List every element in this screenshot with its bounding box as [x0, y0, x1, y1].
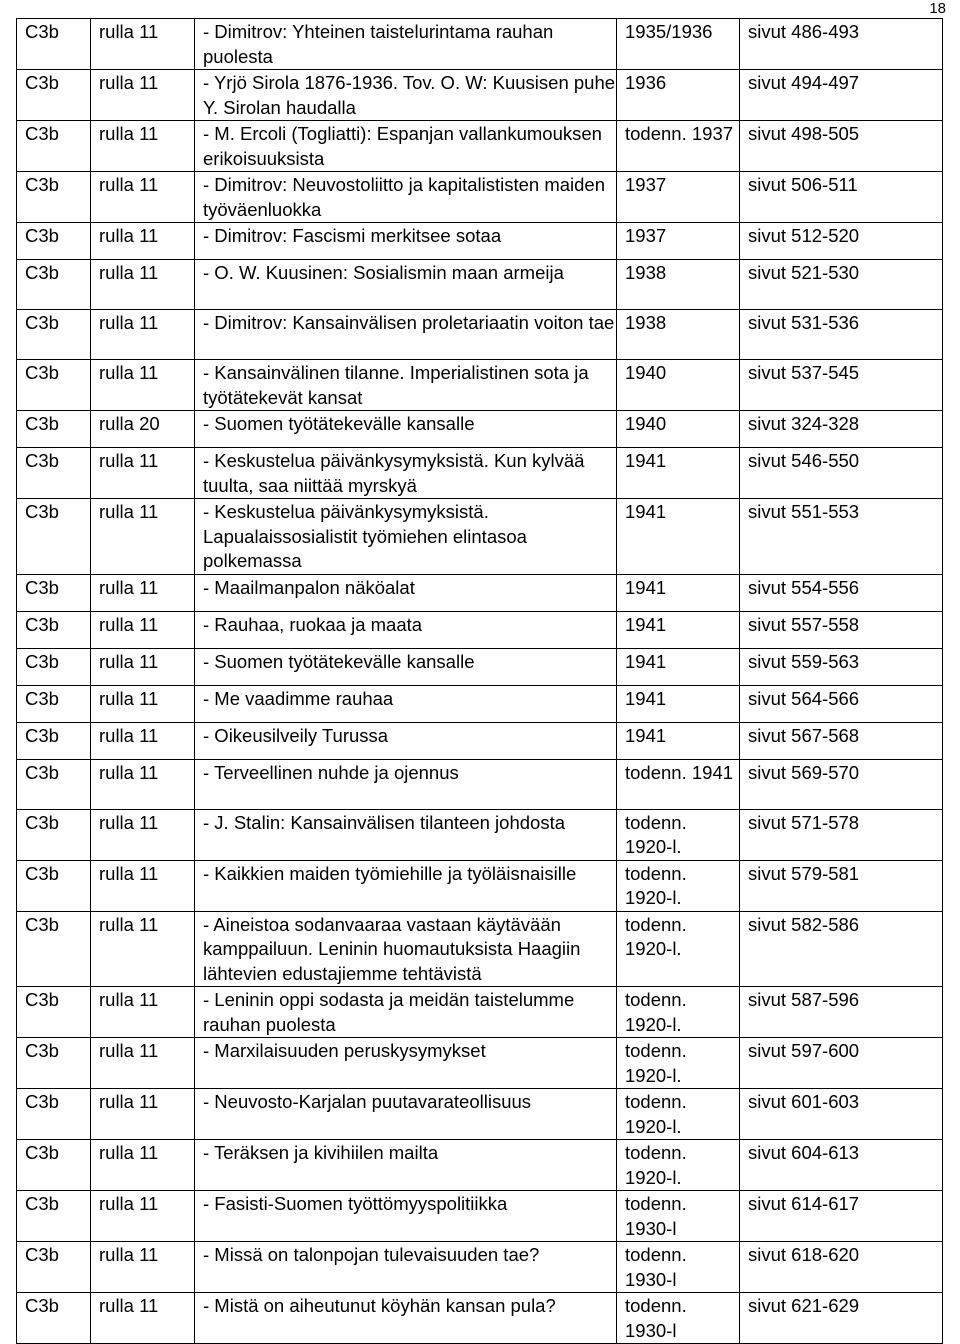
title-cell: - M. Ercoli (Togliatti): Espanjan vallankumouksen erikoisuuksista [195, 121, 617, 172]
reel-cell: rulla 11 [91, 448, 195, 499]
table-row [17, 19, 943, 70]
archive-code-cell: C3b [17, 809, 91, 860]
reel-cell: rulla 11 [91, 1191, 195, 1242]
pages-cell: sivut 531-536 [740, 310, 943, 360]
title-cell: - Dimitrov: Neuvostoliitto ja kapitalististen maiden työväenluokka [195, 172, 617, 223]
year-cell: 1941 [617, 448, 740, 499]
year-cell: todenn. 1920-l. [617, 1038, 740, 1089]
archive-code-cell: C3b [17, 223, 91, 260]
archive-code-cell: C3b [17, 759, 91, 809]
title-cell: - Terveellinen nuhde ja ojennus [195, 759, 617, 809]
catalog-body [17, 19, 943, 1344]
table-row [17, 611, 943, 648]
reel-cell: rulla 11 [91, 759, 195, 809]
archive-code-cell: C3b [17, 172, 91, 223]
archive-code-cell: C3b [17, 19, 91, 70]
pages-cell: sivut 587-596 [740, 987, 943, 1038]
archive-code-cell: C3b [17, 987, 91, 1038]
title-cell: - Oikeusilveily Turussa [195, 722, 617, 759]
archive-code-cell: C3b [17, 722, 91, 759]
title-cell: - Keskustelua päivänkysymyksistä. Kun kylvää tuulta, saa niittää myrskyä [195, 448, 617, 499]
pages-cell: sivut 559-563 [740, 648, 943, 685]
year-cell: todenn. 1941 [617, 759, 740, 809]
year-cell: todenn. 1937 [617, 121, 740, 172]
archive-code-cell: C3b [17, 1038, 91, 1089]
table-row [17, 499, 943, 575]
pages-cell: sivut 498-505 [740, 121, 943, 172]
pages-cell: sivut 582-586 [740, 911, 943, 987]
reel-cell: rulla 11 [91, 310, 195, 360]
title-cell: - Keskustelua päivänkysymyksistä. Lapualaissosialistit työmiehen elintasoa polkemassa [195, 499, 617, 575]
table-row [17, 411, 943, 448]
archive-code-cell: C3b [17, 360, 91, 411]
title-cell: - Dimitrov: Fascismi merkitsee sotaa [195, 223, 617, 260]
title-cell: - J. Stalin: Kansainvälisen tilanteen johdosta [195, 809, 617, 860]
reel-cell: rulla 11 [91, 1242, 195, 1293]
title-cell: - Marxilaisuuden peruskysymykset [195, 1038, 617, 1089]
reel-cell: rulla 11 [91, 19, 195, 70]
archive-code-cell: C3b [17, 1293, 91, 1344]
pages-cell: sivut 324-328 [740, 411, 943, 448]
table-row [17, 860, 943, 911]
reel-cell: rulla 11 [91, 121, 195, 172]
year-cell: todenn. 1920-l. [617, 809, 740, 860]
pages-cell: sivut 546-550 [740, 448, 943, 499]
table-row [17, 172, 943, 223]
pages-cell: sivut 537-545 [740, 360, 943, 411]
pages-cell: sivut 564-566 [740, 685, 943, 722]
reel-cell: rulla 11 [91, 70, 195, 121]
reel-cell: rulla 11 [91, 172, 195, 223]
year-cell: 1936 [617, 70, 740, 121]
reel-cell: rulla 11 [91, 987, 195, 1038]
year-cell: todenn. 1930-l [617, 1191, 740, 1242]
reel-cell: rulla 11 [91, 809, 195, 860]
year-cell: todenn. 1920-l. [617, 1089, 740, 1140]
title-cell: - Dimitrov: Yhteinen taistelurintama rauhan puolesta [195, 19, 617, 70]
archive-code-cell: C3b [17, 1191, 91, 1242]
pages-cell: sivut 601-603 [740, 1089, 943, 1140]
year-cell: todenn. 1920-l. [617, 911, 740, 987]
reel-cell: rulla 11 [91, 1140, 195, 1191]
reel-cell: rulla 11 [91, 911, 195, 987]
archive-code-cell: C3b [17, 685, 91, 722]
title-cell: - Yrjö Sirola 1876-1936. Tov. O. W: Kuusisen puhe Y. Sirolan haudalla [195, 70, 617, 121]
pages-cell: sivut 551-553 [740, 499, 943, 575]
archive-code-cell: C3b [17, 1242, 91, 1293]
pages-cell: sivut 621-629 [740, 1293, 943, 1344]
archive-catalog-table [16, 18, 943, 1344]
pages-cell: sivut 494-497 [740, 70, 943, 121]
pages-cell: sivut 571-578 [740, 809, 943, 860]
archive-code-cell: C3b [17, 310, 91, 360]
archive-code-cell: C3b [17, 911, 91, 987]
pages-cell: sivut 618-620 [740, 1242, 943, 1293]
table-row [17, 809, 943, 860]
archive-code-cell: C3b [17, 1089, 91, 1140]
table-row [17, 911, 943, 987]
archive-code-cell: C3b [17, 448, 91, 499]
reel-cell: rulla 20 [91, 411, 195, 448]
pages-cell: sivut 569-570 [740, 759, 943, 809]
table-row [17, 260, 943, 310]
pages-cell: sivut 557-558 [740, 611, 943, 648]
title-cell: - Teräksen ja kivihiilen mailta [195, 1140, 617, 1191]
pages-cell: sivut 521-530 [740, 260, 943, 310]
title-cell: - Leninin oppi sodasta ja meidän taistelumme rauhan puolesta [195, 987, 617, 1038]
table-row [17, 448, 943, 499]
archive-code-cell: C3b [17, 411, 91, 448]
reel-cell: rulla 11 [91, 685, 195, 722]
archive-code-cell: C3b [17, 611, 91, 648]
page-number: 18 [929, 0, 946, 17]
year-cell: todenn. 1930-l [617, 1293, 740, 1344]
table-row [17, 360, 943, 411]
archive-code-cell: C3b [17, 574, 91, 611]
table-row [17, 70, 943, 121]
title-cell: - Missä on talonpojan tulevaisuuden tae? [195, 1242, 617, 1293]
reel-cell: rulla 11 [91, 860, 195, 911]
title-cell: - O. W. Kuusinen: Sosialismin maan armeija [195, 260, 617, 310]
table-row [17, 759, 943, 809]
table-row [17, 223, 943, 260]
year-cell: todenn. 1920-l. [617, 1140, 740, 1191]
reel-cell: rulla 11 [91, 1293, 195, 1344]
table-row [17, 1038, 943, 1089]
title-cell: - Mistä on aiheutunut köyhän kansan pula? [195, 1293, 617, 1344]
reel-cell: rulla 11 [91, 499, 195, 575]
year-cell: 1940 [617, 360, 740, 411]
reel-cell: rulla 11 [91, 360, 195, 411]
archive-code-cell: C3b [17, 260, 91, 310]
year-cell: 1941 [617, 685, 740, 722]
title-cell: - Maailmanpalon näköalat [195, 574, 617, 611]
year-cell: todenn. 1920-l. [617, 987, 740, 1038]
archive-code-cell: C3b [17, 1140, 91, 1191]
year-cell: 1941 [617, 611, 740, 648]
title-cell: - Rauhaa, ruokaa ja maata [195, 611, 617, 648]
pages-cell: sivut 567-568 [740, 722, 943, 759]
pages-cell: sivut 614-617 [740, 1191, 943, 1242]
reel-cell: rulla 11 [91, 260, 195, 310]
year-cell: 1940 [617, 411, 740, 448]
table-row [17, 1242, 943, 1293]
archive-code-cell: C3b [17, 499, 91, 575]
pages-cell: sivut 597-600 [740, 1038, 943, 1089]
pages-cell: sivut 506-511 [740, 172, 943, 223]
year-cell: 1937 [617, 223, 740, 260]
title-cell: - Suomen työtätekevälle kansalle [195, 411, 617, 448]
archive-code-cell: C3b [17, 648, 91, 685]
table-row [17, 685, 943, 722]
table-row [17, 1191, 943, 1242]
title-cell: - Fasisti-Suomen työttömyyspolitiikka [195, 1191, 617, 1242]
year-cell: 1938 [617, 310, 740, 360]
pages-cell: sivut 554-556 [740, 574, 943, 611]
table-row [17, 121, 943, 172]
year-cell: 1938 [617, 260, 740, 310]
title-cell: - Aineistoa sodanvaaraa vastaan käytävään kamppailuun. Leninin huomautuksista Haagiin lähtevien edustajiemme tehtävistä [195, 911, 617, 987]
table-row [17, 574, 943, 611]
archive-code-cell: C3b [17, 860, 91, 911]
reel-cell: rulla 11 [91, 223, 195, 260]
reel-cell: rulla 11 [91, 1089, 195, 1140]
year-cell: 1941 [617, 499, 740, 575]
archive-code-cell: C3b [17, 70, 91, 121]
table-row [17, 1089, 943, 1140]
table-row [17, 987, 943, 1038]
year-cell: 1937 [617, 172, 740, 223]
pages-cell: sivut 579-581 [740, 860, 943, 911]
reel-cell: rulla 11 [91, 574, 195, 611]
pages-cell: sivut 486-493 [740, 19, 943, 70]
year-cell: 1941 [617, 722, 740, 759]
archive-code-cell: C3b [17, 121, 91, 172]
reel-cell: rulla 11 [91, 648, 195, 685]
reel-cell: rulla 11 [91, 722, 195, 759]
table-row [17, 310, 943, 360]
title-cell: - Kansainvälinen tilanne. Imperialistinen sota ja työtätekevät kansat [195, 360, 617, 411]
year-cell: todenn. 1930-l [617, 1242, 740, 1293]
year-cell: 1941 [617, 574, 740, 611]
pages-cell: sivut 604-613 [740, 1140, 943, 1191]
title-cell: - Dimitrov: Kansainvälisen proletariaatin voiton tae [195, 310, 617, 360]
title-cell: - Me vaadimme rauhaa [195, 685, 617, 722]
year-cell: 1935/1936 [617, 19, 740, 70]
title-cell: - Kaikkien maiden työmiehille ja työläisnaisille [195, 860, 617, 911]
year-cell: todenn. 1920-l. [617, 860, 740, 911]
table-row [17, 1140, 943, 1191]
year-cell: 1941 [617, 648, 740, 685]
table-row [17, 722, 943, 759]
title-cell: - Suomen työtätekevälle kansalle [195, 648, 617, 685]
title-cell: - Neuvosto-Karjalan puutavarateollisuus [195, 1089, 617, 1140]
table-row [17, 648, 943, 685]
reel-cell: rulla 11 [91, 1038, 195, 1089]
pages-cell: sivut 512-520 [740, 223, 943, 260]
reel-cell: rulla 11 [91, 611, 195, 648]
table-row [17, 1293, 943, 1344]
